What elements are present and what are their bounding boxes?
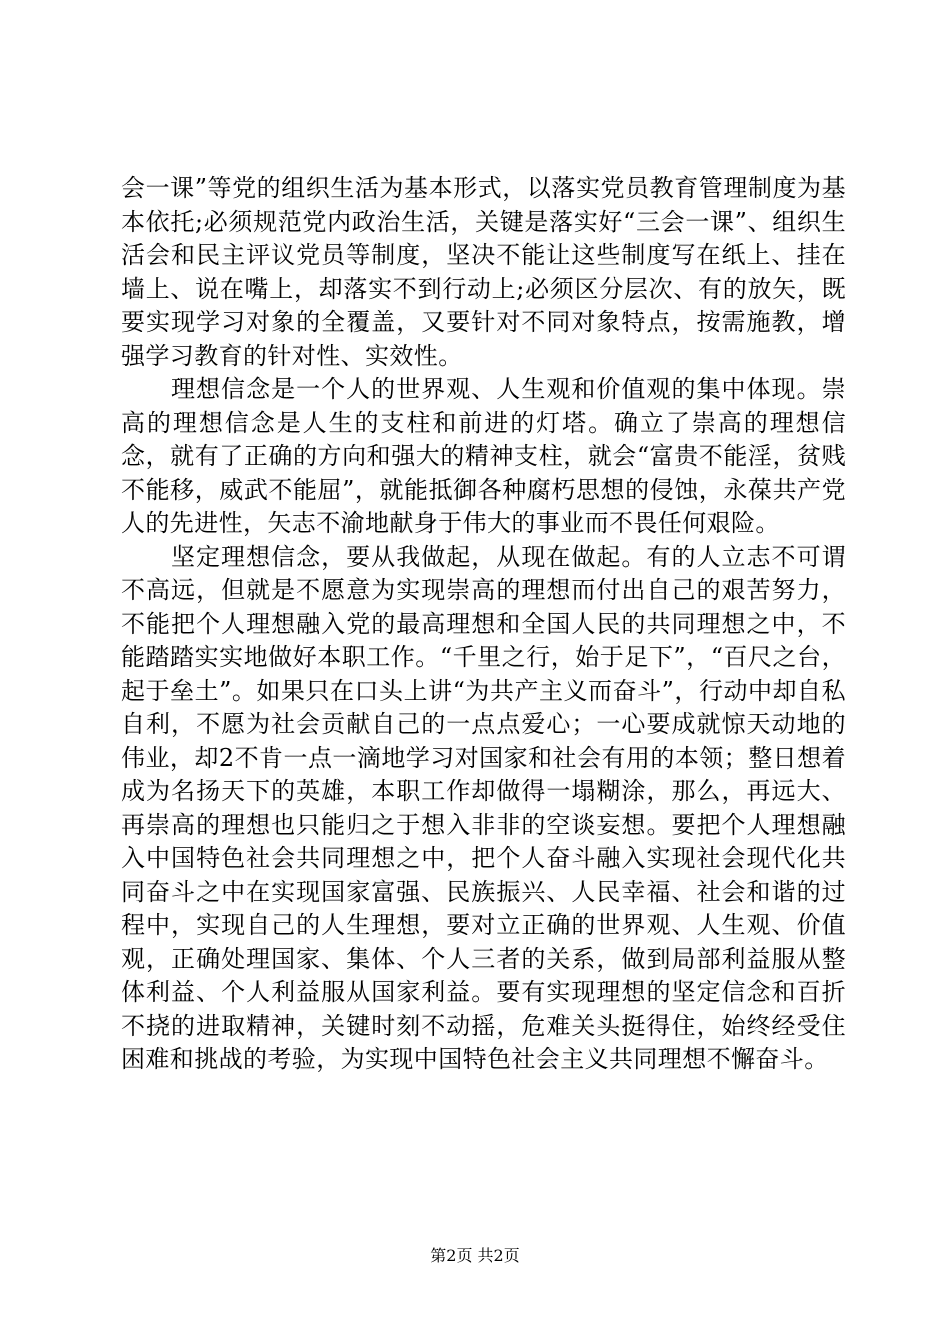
paragraph-continuation: 会一课”等党的组织生活为基本形式，以落实党员教育管理制度为基本依托;必须规范党内政治生活，关键是落实好“三会一课”、组织生活会和民主评议党员等制度，坚决不能让这些制度写在纸上、挂在墙上、说在嘴上，却落实不到行动上;必须区分层次、有的放矢，既要实现学习对象的全覆盖，又要针对不同对象特点，按需施教，增强学习教育的针对性、实效性。 — [121, 174, 846, 370]
document-body — [121, 172, 846, 1077]
page-number-footer: 第2页 共2页 — [430, 1246, 520, 1265]
paragraph-firm-ideals: 坚定理想信念，要从我做起，从现在做起。有的人立志不可谓不高远，但就是不愿意为实现崇高的理想而付出自己的艰苦努力，不能把个人理想融入党的最高理想和全国人民的共同理想之中，不能踏踏实实地做好本职工作。“千里之行，始于足下”，“百尺之台，起于垒土”。如果只在口头上讲“为共产主义而奋斗”，行动中却自私自利，不愿为社会贡献自己的一点点爱心；一心要成就惊天动地的伟业，却2不肯一点一滴地学习对国家和社会有用的本领；整日想着成为名扬天下的英雄，本职工作却做得一塌糊涂，那么，再远大、再崇高的理想也只能归之于想入非非的空谈妄想。要把个人理想融入中国特色社会共同理想之中，把个人奋斗融入实现社会现代化共同奋斗之中在实现国家富强、民族振兴、人民幸福、社会和谐的过程中，实现自己的人生理想，要对立正确的世界观、人生观、价值观，正确处理国家、集体、个人三者的关系，做到局部利益服从整体利益、个人利益服从国家利益。要有实现理想的坚定信念和百折不挠的进取精神，关键时刻不动摇，危难关头挺得住，始终经受住困难和挑战的考验，为实现中国特色社会主义共同理想不懈奋斗。 — [121, 542, 846, 1073]
paragraph-ideals-beliefs: 理想信念是一个人的世界观、人生观和价值观的集中体现。崇高的理想信念是人生的支柱和前进的灯塔。确立了崇高的理想信念，就有了正确的方向和强大的精神支柱，就会“富贵不能淫，贫贱不能移，威武不能屈”，就能抵御各种腐朽思想的侵蚀，永葆共产党人的先进性，矢志不渝地献身于伟大的事业而不畏任何艰险。 — [121, 375, 846, 537]
